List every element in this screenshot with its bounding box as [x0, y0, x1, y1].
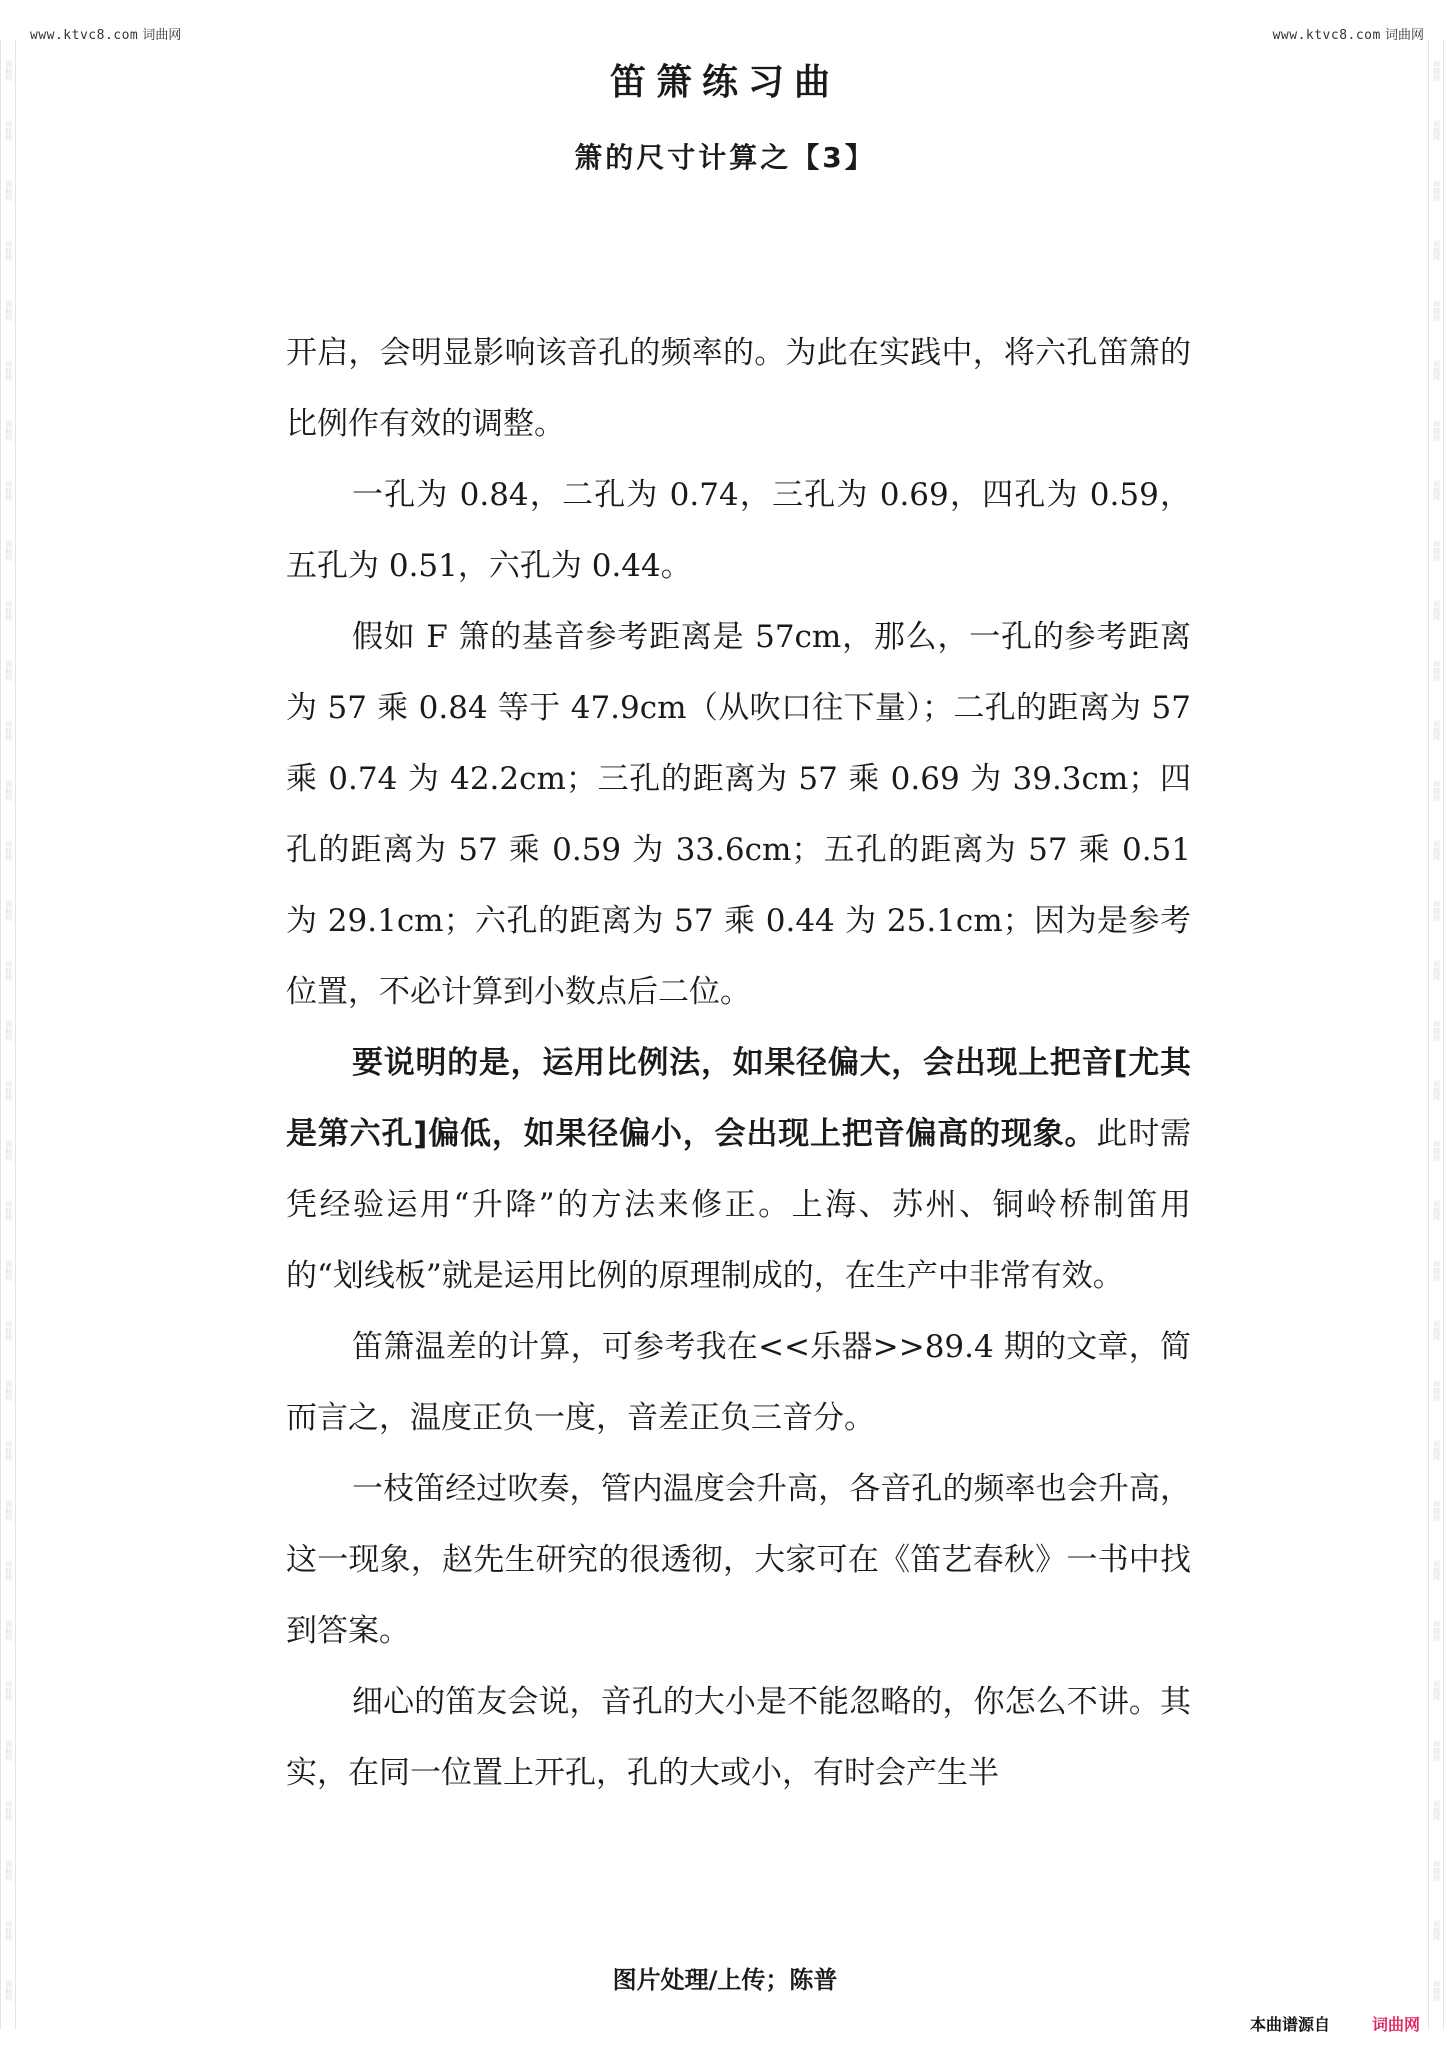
watermark-label: 词曲网	[4, 1499, 13, 1521]
watermark-label: 词曲网	[1432, 1139, 1441, 1161]
paragraph: 假如 F 箫的基音参考距离是 57cm，那么，一孔的参考距离为 57 乘 0.84 等于 47.9cm（从吹口往下量）；二孔的距离为 57 乘 0.74 为 42.2cm；三孔的距离为 57 乘 0.69 为 39.3cm；四孔的距离为 57 乘 0.59 为 33.6cm；五孔的距离为 57 乘 0.51 为 29.1cm；六孔的距离为 57 乘 0.44 为 25.1cm；因为是参考位置，不必计算到小数点后二位。	[286, 619, 1191, 1010]
watermark-label: 词曲网	[4, 359, 13, 381]
paragraph-emphasis	[286, 1028, 1191, 1312]
watermark-label: 词曲网	[1432, 1799, 1441, 1821]
emphasis-rest-text: 此时需凭经验运用“升降”的方法来修正。上海、苏州、铜岭桥制笛用的“划线板”就是运用比例的原理制成的，在生产中非常有效。	[286, 1116, 1192, 1294]
watermark-label: 词曲网	[4, 1319, 13, 1341]
watermark-label: 词曲网	[1432, 779, 1441, 801]
watermark-label: 词曲网	[4, 119, 13, 141]
watermark-label: 词曲网	[4, 59, 13, 81]
watermark-label: 词曲网	[1432, 239, 1441, 261]
watermark-label: 词曲网	[4, 659, 13, 681]
watermark-label: 词曲网	[4, 1019, 13, 1041]
watermark-label: 词曲网	[1432, 1259, 1441, 1281]
watermark-label: 词曲网	[4, 839, 13, 861]
watermark-label: 词曲网	[1432, 1979, 1441, 2001]
footer-source-site[interactable]: 词曲网	[1371, 2015, 1420, 2034]
watermark-label: 词曲网	[1432, 1079, 1441, 1101]
watermark-label: 词曲网	[4, 1799, 13, 1821]
paragraph: 笛箫温差的计算，可参考我在<<乐器>>89.4 期的文章，简而言之，温度正负一度，音差正负三音分。	[286, 1329, 1191, 1436]
footer-credit: 图片处理/上传；陈普	[612, 1966, 838, 1994]
paragraph: 一孔为 0.84，二孔为 0.74，三孔为 0.69，四孔为 0.59，五孔为 0.51，六孔为 0.44。	[286, 477, 1191, 584]
watermark-label: 词曲网	[1432, 1739, 1441, 1761]
watermark-label: 词曲网	[4, 179, 13, 201]
watermark-label: 词曲网	[1432, 1619, 1441, 1641]
watermark-label: 词曲网	[1432, 1439, 1441, 1461]
watermark-label: 词曲网	[1432, 419, 1441, 441]
emphasis-text: 要说明的是，运用比例法，如果径偏大，会出现上把音[尤其是第六孔]偏低，如果径偏小，会出现上把音偏高的现象。	[286, 1045, 1191, 1152]
article-body	[286, 318, 1191, 1809]
watermark-label: 词曲网	[4, 719, 13, 741]
watermark-label: 词曲网	[4, 1679, 13, 1701]
watermark-label: 词曲网	[4, 1439, 13, 1461]
watermark-label: 词曲网	[4, 479, 13, 501]
watermark-label: 词曲网	[4, 419, 13, 441]
watermark-label: 词曲网	[4, 779, 13, 801]
watermark-label: 词曲网	[4, 299, 13, 321]
watermark-label: 词曲网	[1432, 1499, 1441, 1521]
watermark-label: 词曲网	[4, 899, 13, 921]
watermark-label: 词曲网	[1432, 1379, 1441, 1401]
watermark-label: 词曲网	[1432, 1679, 1441, 1701]
footer-source-label: 本曲谱源自	[1249, 2015, 1330, 2034]
watermark-label: 词曲网	[4, 959, 13, 981]
watermark-label: 词曲网	[1432, 1559, 1441, 1581]
watermark-label: 词曲网	[4, 1619, 13, 1641]
header-left-site: www.ktvc8.com	[30, 28, 139, 43]
watermark-label: 词曲网	[1432, 119, 1441, 141]
watermark-label: 词曲网	[4, 1559, 13, 1581]
watermark-label: 词曲网	[4, 539, 13, 561]
left-watermark-strip	[0, 40, 16, 2030]
page-subtitle: 箫的尺寸计算之【3】	[574, 141, 876, 174]
watermark-label: 词曲网	[1432, 1919, 1441, 1941]
watermark-label: 词曲网	[1432, 1859, 1441, 1881]
watermark-label: 词曲网	[1432, 1199, 1441, 1221]
watermark-label: 词曲网	[1432, 539, 1441, 561]
watermark-label: 词曲网	[1432, 959, 1441, 981]
paragraph: 细心的笛友会说，音孔的大小是不能忽略的，你怎么不讲。其实，在同一位置上开孔，孔的大或小，有时会产生半	[286, 1684, 1191, 1791]
watermark-label: 词曲网	[1432, 479, 1441, 501]
watermark-label: 词曲网	[1432, 359, 1441, 381]
watermark-label: 词曲网	[1432, 59, 1441, 81]
watermark-label: 词曲网	[1432, 599, 1441, 621]
page-title: 笛箫练习曲	[609, 62, 840, 103]
header-left-mark	[30, 24, 181, 43]
watermark-label: 词曲网	[4, 1979, 13, 2001]
header-right-site: www.ktvc8.com	[1272, 28, 1381, 43]
watermark-label: 词曲网	[4, 1199, 13, 1221]
watermark-label: 词曲网	[1432, 179, 1441, 201]
watermark-label: 词曲网	[1432, 839, 1441, 861]
paragraph: 一枝笛经过吹奏，管内温度会升高，各音孔的频率也会升高，这一现象，赵先生研究的很透彻，大家可在《笛艺春秋》一书中找到答案。	[286, 1471, 1191, 1649]
paragraph: 开启，会明显影响该音孔的频率的。为此在实践中，将六孔笛箫的比例作有效的调整。	[286, 335, 1191, 442]
watermark-label: 词曲网	[4, 1379, 13, 1401]
watermark-label: 词曲网	[1432, 1019, 1441, 1041]
watermark-label: 词曲网	[4, 1079, 13, 1101]
header-right-name: 词曲网	[1384, 28, 1424, 43]
watermark-label: 词曲网	[4, 1859, 13, 1881]
watermark-label: 词曲网	[4, 599, 13, 621]
watermark-label: 词曲网	[1432, 1319, 1441, 1341]
watermark-label: 词曲网	[4, 239, 13, 261]
watermark-label: 词曲网	[1432, 299, 1441, 321]
header-right-mark	[1273, 24, 1424, 43]
header-left-name: 词曲网	[142, 28, 182, 43]
watermark-label: 词曲网	[1432, 659, 1441, 681]
watermark-label: 词曲网	[4, 1919, 13, 1941]
right-watermark-strip	[1428, 40, 1444, 2030]
watermark-label: 词曲网	[4, 1739, 13, 1761]
watermark-label: 词曲网	[1432, 899, 1441, 921]
watermark-label: 词曲网	[4, 1139, 13, 1161]
watermark-label: 词曲网	[1432, 719, 1441, 741]
watermark-label: 词曲网	[4, 1259, 13, 1281]
